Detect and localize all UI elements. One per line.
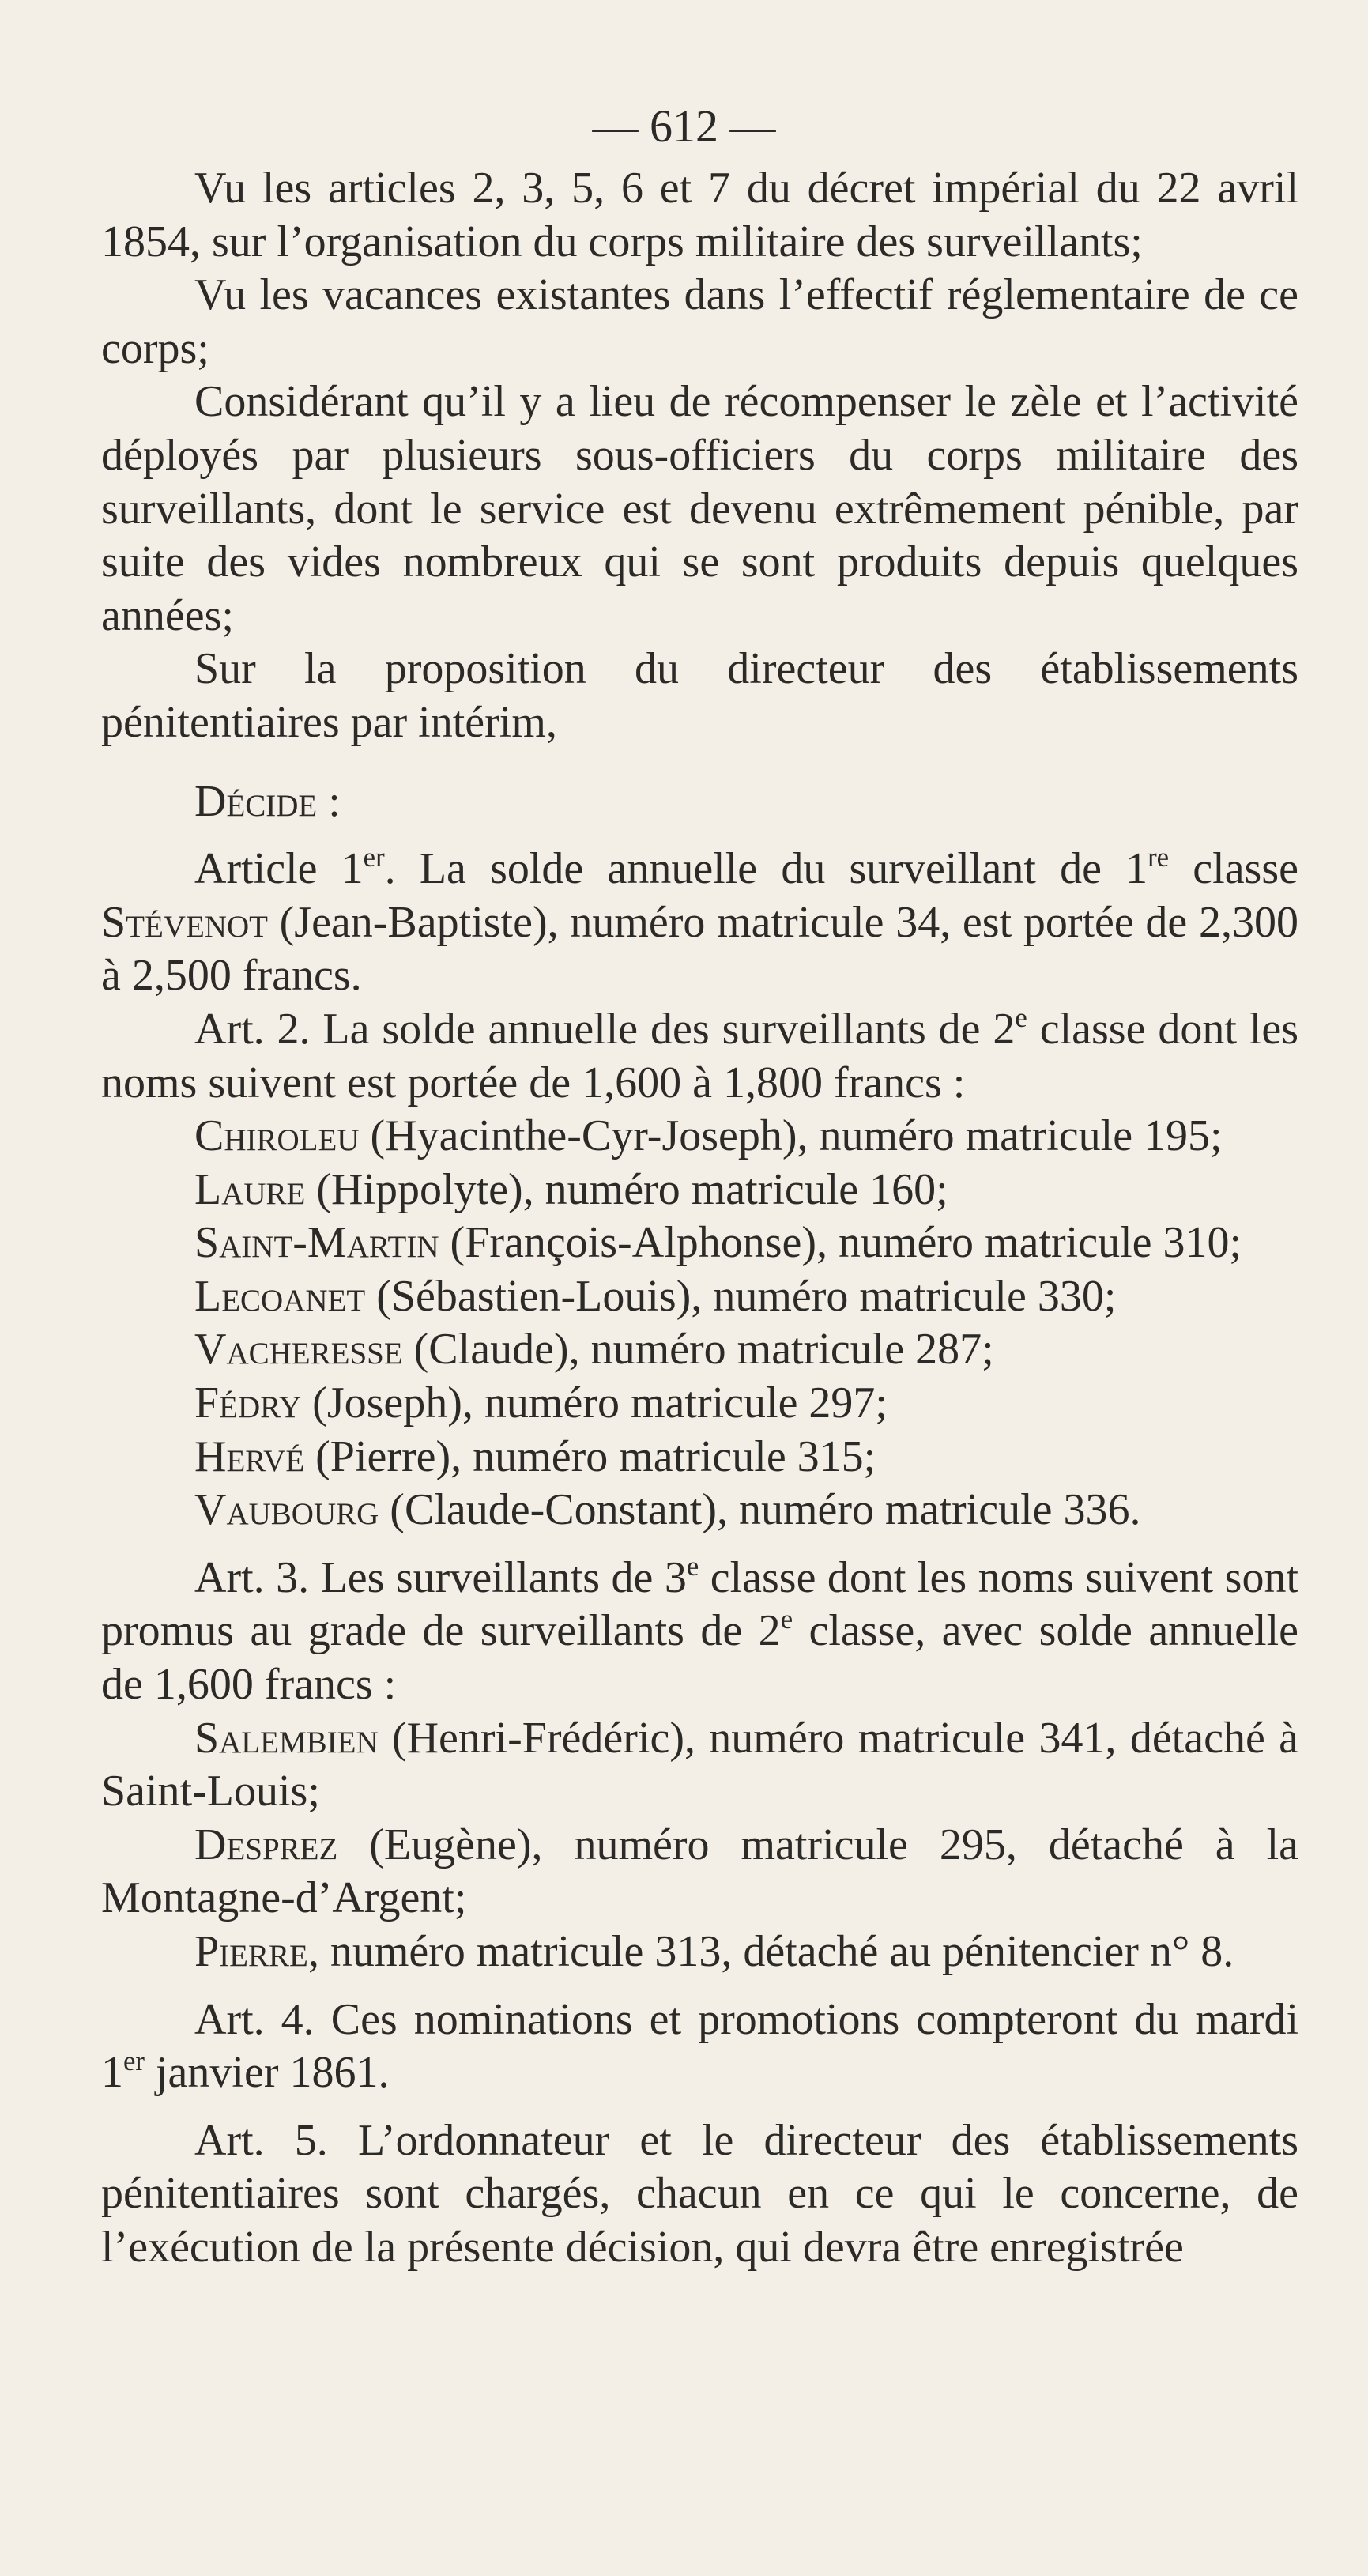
surveillant-name: Stévenot <box>101 897 268 947</box>
list-item: Chiroleu (Hyacinthe-Cyr-Joseph), numéro matricule 195; <box>194 1111 1223 1161</box>
page-number: — 612 — <box>592 100 776 152</box>
article-4: Art. 4. Ces nominations et promotions compteront du mardi 1er janvier 1861. <box>101 1994 1298 2098</box>
paragraph-considerant: Considérant qu’il y a lieu de récompenser le zèle et l’activité déployés par plusieurs sous-officiers du corps militaire des surveillants, dont le service est devenu extrêmement pénible, par suite des vides nombreux qui se sont produits depuis quelques années; <box>101 377 1298 640</box>
list-item: Fédry (Joseph), numéro matricule 297; <box>194 1379 888 1428</box>
list-item: Saint-Martin (François-Alphonse), numéro matricule 310; <box>194 1218 1242 1268</box>
paragraph-proposition: Sur la proposition du directeur des établissements pénitentiaires par intérim, <box>101 644 1298 747</box>
decide-heading: Décide : <box>194 776 341 826</box>
list-item: Laure (Hippolyte), numéro matricule 160; <box>194 1164 948 1214</box>
list-item: Desprez (Eugène), numéro matricule 295, détaché à la Montagne-d’Argent; <box>101 1820 1298 1923</box>
paragraph-articles: Vu les articles 2, 3, 5, 6 et 7 du décret impérial du 22 avril 1854, sur l’organisation du corps militaire des surveillants; <box>101 164 1298 266</box>
list-item: Pierre, numéro matricule 313, détaché au pénitencier n° 8. <box>194 1927 1234 1976</box>
article-3: Art. 3. Les surveillants de 3e classe dont les noms suivent sont promus au grade de surveillants de 2e classe, avec solde annuelle de 1,600 francs : <box>101 1551 1298 1710</box>
article-5: Art. 5. L’ordonnateur et le directeur des établissements pénitentiaires sont chargés, chacun en ce qui le concerne, de l’exécution de la présente décision, qui devra être enregistrée <box>101 2115 1298 2272</box>
article-2: Art. 2. La solde annuelle des surveillants de 2e classe dont les noms suivent est portée de 1,600 à 1,800 francs : <box>101 1002 1298 1107</box>
list-item: Lecoanet (Sébastien-Louis), numéro matricule 330; <box>194 1271 1117 1321</box>
list-item: Salembien (Henri-Frédéric), numéro matricule 341, détaché à Saint-Louis; <box>101 1713 1298 1816</box>
list-item: Vacheresse (Claude), numéro matricule 287; <box>194 1325 994 1375</box>
paragraph-vacances: Vu les vacances existantes dans l’effectif réglementaire de ce corps; <box>101 270 1298 373</box>
list-item: Vaubourg (Claude-Constant), numéro matricule 336. <box>194 1485 1141 1535</box>
article-1: Article 1er. La solde annuelle du surveillant de 1re classe Stévenot (Jean-Baptiste), numéro matricule 34, est portée de 2,300 à 2,500 francs. <box>101 842 1299 1001</box>
decree-text <box>101 162 1298 2275</box>
list-item: Hervé (Pierre), numéro matricule 315; <box>194 1431 876 1481</box>
